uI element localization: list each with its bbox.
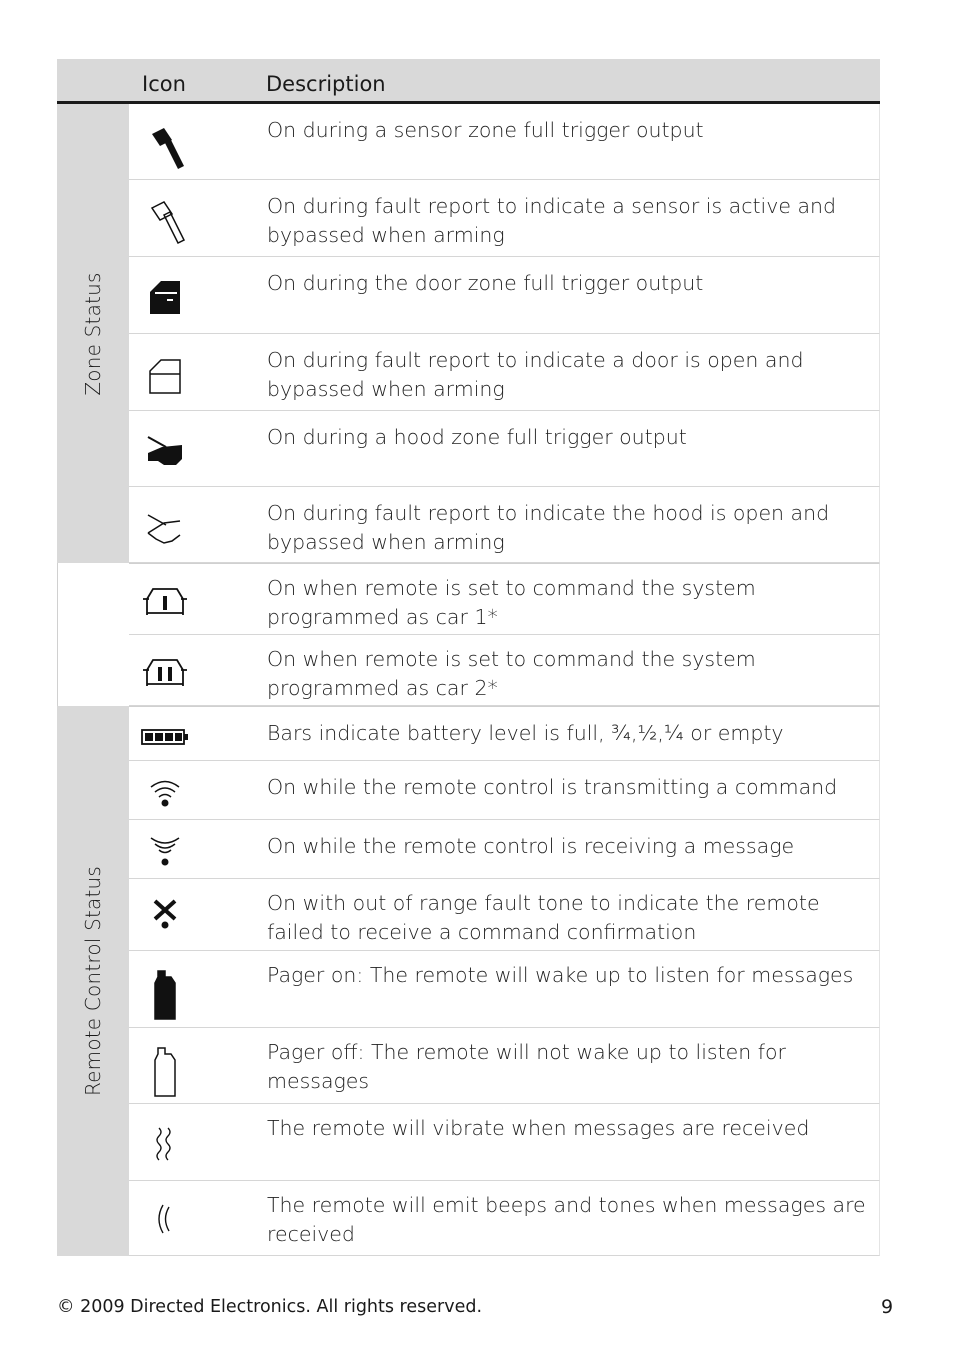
row-description: Pager off: The remote will not wake up to listen for messages — [267, 1040, 786, 1093]
table-row — [129, 1181, 880, 1256]
out-of-range-icon — [139, 897, 191, 931]
hood-outline-icon — [139, 505, 191, 549]
row-description: On when remote is set to command the system programmed as car 2* — [267, 647, 756, 700]
table-row — [129, 820, 880, 879]
table-row — [129, 706, 880, 761]
pager-off-icon — [139, 1042, 191, 1102]
beep-icon — [139, 1201, 191, 1237]
zone-status-group — [57, 104, 129, 563]
hood-filled-icon — [139, 431, 191, 475]
table-row — [129, 411, 880, 487]
page-number: 9 — [881, 1296, 894, 1318]
zone-status-label: Zone Status — [81, 271, 105, 396]
row-description: On when remote is set to command the system programmed as car 1* — [267, 576, 756, 629]
table-row — [129, 635, 880, 706]
table-row — [129, 879, 880, 951]
row-description: Pager on: The remote will wake up to listen for messages — [267, 963, 854, 987]
table-row — [129, 334, 880, 411]
row-description: On during a sensor zone full trigger output — [267, 118, 704, 142]
table-row — [129, 761, 880, 820]
copyright-text: © 2009 Directed Electronics. All rights reserved. — [57, 1297, 483, 1317]
row-description: On during fault report to indicate a sensor is active and bypassed when arming — [267, 194, 837, 247]
remote-control-status-label: Remote Control Status — [81, 865, 105, 1097]
icon-column-header: Icon — [142, 72, 186, 96]
row-description: Bars indicate battery level is full, ¾,½,¼ or empty — [267, 721, 784, 745]
table-row — [129, 563, 880, 635]
remote-control-status-group — [57, 706, 129, 1256]
row-description: On while the remote control is transmitting a command — [267, 775, 838, 799]
table-row — [129, 1028, 880, 1104]
table-row — [129, 1104, 880, 1181]
pager-on-icon — [139, 965, 191, 1025]
hammer-outline-icon — [139, 198, 191, 248]
row-description: On during fault report to indicate a door is open and bypassed when arming — [267, 348, 804, 401]
table-header — [57, 59, 880, 104]
table-row — [129, 257, 880, 334]
table-row — [129, 104, 880, 180]
description-column-header: Description — [266, 72, 386, 96]
row-description: On during the door zone full trigger output — [267, 271, 704, 295]
vibrate-icon — [139, 1124, 191, 1164]
door-outline-icon — [139, 354, 191, 398]
table-row — [129, 180, 880, 257]
row-description: On with out of range fault tone to indicate the remote failed to receive a command confirmation — [267, 891, 820, 944]
car-1-icon — [139, 582, 191, 622]
row-description: The remote will emit beeps and tones when messages are received — [267, 1193, 866, 1246]
car-group — [57, 563, 130, 706]
transmit-icon — [139, 779, 191, 809]
row-description: On during fault report to indicate the hood is open and bypassed when arming — [267, 501, 830, 554]
receive-icon — [139, 836, 191, 866]
table-row — [129, 951, 880, 1028]
car-2-icon — [139, 653, 191, 693]
door-filled-icon — [139, 275, 191, 319]
table-row — [129, 487, 880, 563]
hammer-filled-icon — [139, 124, 191, 174]
row-description: On while the remote control is receiving a message — [267, 834, 795, 858]
battery-icon — [139, 725, 191, 749]
row-description: On during a hood zone full trigger output — [267, 425, 687, 449]
row-description: The remote will vibrate when messages are received — [267, 1116, 810, 1140]
